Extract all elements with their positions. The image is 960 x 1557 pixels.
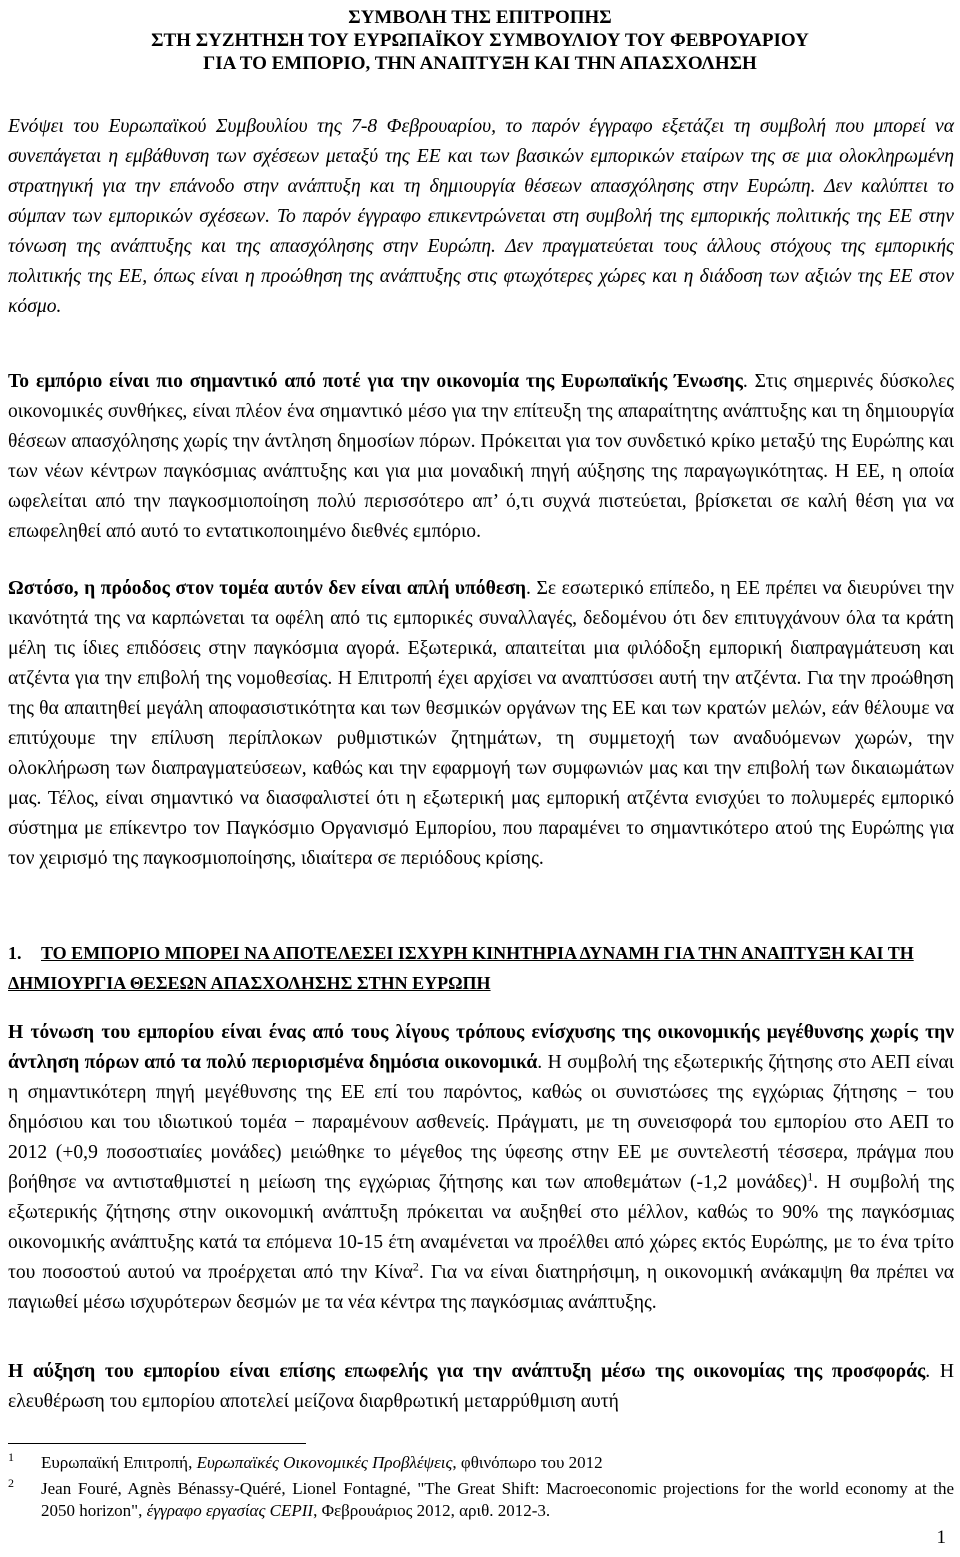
footnote-1 <box>8 1452 954 1474</box>
paragraph-supply-side <box>8 1357 954 1417</box>
paragraph-lead-bold: Το εμπόριο είναι πιο σημαντικό από ποτέ για την οικονομία της Ευρωπαϊκής Ένωσης <box>8 371 743 392</box>
footnote-text: Jean Fouré, Agnès Bénassy-Quéré, Lionel Fontagné, "The Great Shift: Macroeconomic projections for the world economy at the 2050 horizon", <box>41 1479 954 1520</box>
paragraph-lead-bold: Η αύξηση του εμπορίου είναι επίσης επωφελής για την ανάπτυξη μέσω της οικονομίας της προσφοράς <box>8 1361 926 1382</box>
paragraph-body: . Για να είναι διατηρήσιμη, η οικονομική ανάκαμψη θα πρέπει να παγιωθεί μέσω ισχυρότερων δεσμών με τα νέα κέντρα της παγκόσμιας ανάπτυξης. <box>8 1262 954 1313</box>
title-line-3: ΓΙΑ ΤΟ ΕΜΠΟΡΙΟ, ΤΗΝ ΑΝΑΠΤΥΞΗ ΚΑΙ ΤΗΝ ΑΠΑΣΧΟΛΗΣΗ <box>203 53 757 74</box>
section-title: ΤΟ ΕΜΠΟΡΙΟ ΜΠΟΡΕΙ ΝΑ ΑΠΟΤΕΛΕΣΕΙ ΙΣΧΥΡΗ ΚΙΝΗΤΗΡΙΑ ΔΥΝΑΜΗ ΓΙΑ ΤΗΝ ΑΝΑΠΤΥΞΗ ΚΑΙ ΤΗ ΔΗΜΙΟΥΡΓΙΑ ΘΕΣΕΩΝ ΑΠΑΣΧΟΛΗΣΗΣ ΣΤΗΝ ΕΥΡΩΠΗ <box>8 943 914 993</box>
footnote-title: Ευρωπαϊκές Οικονομικές Προβλέψεις <box>196 1453 453 1472</box>
paragraph-trade-growth <box>8 1018 954 1318</box>
paragraph-trade-importance <box>8 367 954 547</box>
paragraph-progress <box>8 574 954 874</box>
paragraph-body: . Σε εσωτερικό επίπεδο, η ΕΕ πρέπει να διευρύνει την ικανότητά της να καρπώνεται τα οφέλη από τις εμπορικές συναλλαγές, δεδομένου ότι δεν επιτυγχάνουν όλα τα κράτη μέλη τις ίδιες επιδόσεις στην παγκόσμια αγορά. Εξωτερικά, απαιτείται μια φιλόδοξη εμπορική διαπραγμάτευση και ατζέντα για την επιβολή της νομοθεσίας. Η Επιτροπή έχει αρχίσει να αναπτύσσει αυτή την ατζέντα. Για την προώθηση της θα απαιτηθεί μεγάλη αποφασιστικότητα και των θεσμικών οργάνων της ΕΕ και των κρατών μελών, εάν θέλουμε να επιτύχουμε την επίλυση περίπλοκων ρυθμιστικών ζητημάτων, τη συμμετοχή των αναδυόμενων χωρών, την ολοκλήρωση των διαπραγματεύσεων, καθώς και την εφαρμογή των συμφωνιών μας και την επιβολή των δικαιωμάτων μας. Τέλος, είναι σημαντικό να διασφαλιστεί ότι η εξωτερική μας εμπορική ατζέντα ενισχύει το πολυμερές εμπορικό σύστημα με επίκεντρο τον Παγκόσμιο Οργανισμό Εμπορίου, που παραμένει το σημαντικότερο ατού της Ευρώπης για τον χειρισμό της παγκοσμιοποίησης, ιδιαίτερα σε περιόδους κρίσης. <box>8 578 954 869</box>
paragraph-lead-bold: Η τόνωση του εμπορίου είναι ένας από τους λίγους τρόπους ενίσχυσης της οικονομικής μεγέθυνσης χωρίς την άντληση πόρων από τα πολύ περιορισμένα δημόσια οικονομικά <box>8 1022 954 1073</box>
intro-paragraph: Ενόψει του Ευρωπαϊκού Συμβουλίου της 7-8 Φεβρουαρίου, το παρόν έγγραφο εξετάζει τη συμβολή που μπορεί να συνεπάγεται η εμβάθυνση των σχέσεων μεταξύ της ΕΕ και των βασικών εμπορικών εταίρων της σε μια ολοκληρωμένη στρατηγική για την επάνοδο στην ανάπτυξη και τη δημιουργία θέσεων απασχόλησης στην Ευρώπη. Δεν καλύπτει το σύμπαν των εμπορικών σχέσεων. Το παρόν έγγραφο επικεντρώνεται στη συμβολή της εμπορικής πολιτικής της ΕΕ στην τόνωση της ανάπτυξης και της απασχόλησης στην Ευρώπη. Δεν πραγματεύεται τους άλλους στόχους της εμπορικής πολιτικής της ΕΕ, όπως είναι η προώθηση της ανάπτυξης στις φτωχότερες χώρες και η διάδοση των αξιών της ΕΕ στον κόσμο. <box>8 116 954 317</box>
paragraph-lead-bold: Ωστόσο, η πρόοδος στον τομέα αυτόν δεν είναι απλή υπόθεση <box>8 578 526 599</box>
paragraph-body: . Η συμβολή της εξωτερικής ζήτησης στην οικονομική ανάπτυξη πρόκειται να αυξηθεί στο μέλλον, καθώς το 90% της παγκόσμιας οικονομικής ανάπτυξης κατά τα επόμενα 10-15 έτη αναμένεται να προέλθει από χώρες εκτός Ευρώπης, με το ένα τρίτο του ποσοστού αυτού να προέρχεται από την Κίνα <box>8 1172 955 1283</box>
footnote-mark: 2 <box>8 1476 14 1490</box>
title-line-1: ΣΥΜΒΟΛΗ ΤΗΣ ΕΠΙΤΡΟΠΗΣ <box>348 7 612 28</box>
page-number: 1 <box>936 1527 946 1548</box>
footnote-title: έγγραφο εργασίας CEPII <box>146 1501 314 1520</box>
footnote-2 <box>8 1478 954 1522</box>
footnote-ref-1[interactable]: 1 <box>807 1169 814 1184</box>
footnote-separator <box>8 1443 306 1444</box>
title-line-2: ΣΤΗ ΣΥΖΗΤΗΣΗ ΤΟΥ ΕΥΡΩΠΑΪΚΟΥ ΣΥΜΒΟΥΛΙΟΥ ΤΟΥ ΦΕΒΡΟΥΑΡΙΟΥ <box>151 30 809 51</box>
section-heading <box>8 938 954 998</box>
paragraph-body: . Η συμβολή της εξωτερικής ζήτησης στο ΑΕΠ είναι η σημαντικότερη πηγή μεγέθυνσης της ΕΕ επί του παρόντος, καθώς οι συνιστώσες της εγχώριας ζήτησης − του δημόσιου και του ιδιωτικού τομέα − παραμένουν ασθενείς. Πράγματι, με τη συνεισφορά του εμπορίου στο ΑΕΠ το 2012 (+0,9 ποσοστιαίες μονάδες) μειώθηκε το μέγεθος της ύφεσης στην ΕΕ με συντελεστή τέσσερα, πράγμα που βοήθησε να αντισταθμιστεί η μείωση της εγχώριας ζήτησης και των αποθεμάτων (-1,2 μονάδες) <box>8 1052 954 1193</box>
document-title <box>0 6 960 75</box>
footnote-text: , Φεβρουάριος 2012, αριθ. 2012-3. <box>313 1501 551 1520</box>
footnote-mark: 1 <box>8 1450 14 1464</box>
section-number: 1. <box>8 943 22 963</box>
footnote-text: , φθινόπωρο του 2012 <box>452 1453 603 1472</box>
footnote-text: Ευρωπαϊκή Επιτροπή, <box>41 1453 197 1472</box>
paragraph-body: . Στις σημερινές δύσκολες οικονομικές συνθήκες, είναι πλέον ένα σημαντικό μέσο για την επίτευξη της απαραίτητης ανάπτυξης και τη δημιουργία θέσεων απασχόλησης χωρίς την άντληση δημοσίων πόρων. Πρόκειται για τον συνδετικό κρίκο μεταξύ της Ευρώπης και των νέων κέντρων παγκόσμιας ανάπτυξης και για μια μοναδική πηγή αύξησης της παραγωγικότητας. Η ΕΕ, η οποία ωφελείται από την παγκοσμιοποίηση πολύ περισσότερο απ’ ό,τι συχνά πιστεύεται, βρίσκεται σε καλή θέση για να επωφεληθεί από αυτό το εντατικοποιημένο διεθνές εμπόριο. <box>8 371 954 542</box>
paragraph-body: . Η ελευθέρωση του εμπορίου αποτελεί μείζονα διαρθρωτική μεταρρύθμιση αυτή <box>8 1361 954 1412</box>
footnote-ref-2[interactable]: 2 <box>412 1259 419 1274</box>
